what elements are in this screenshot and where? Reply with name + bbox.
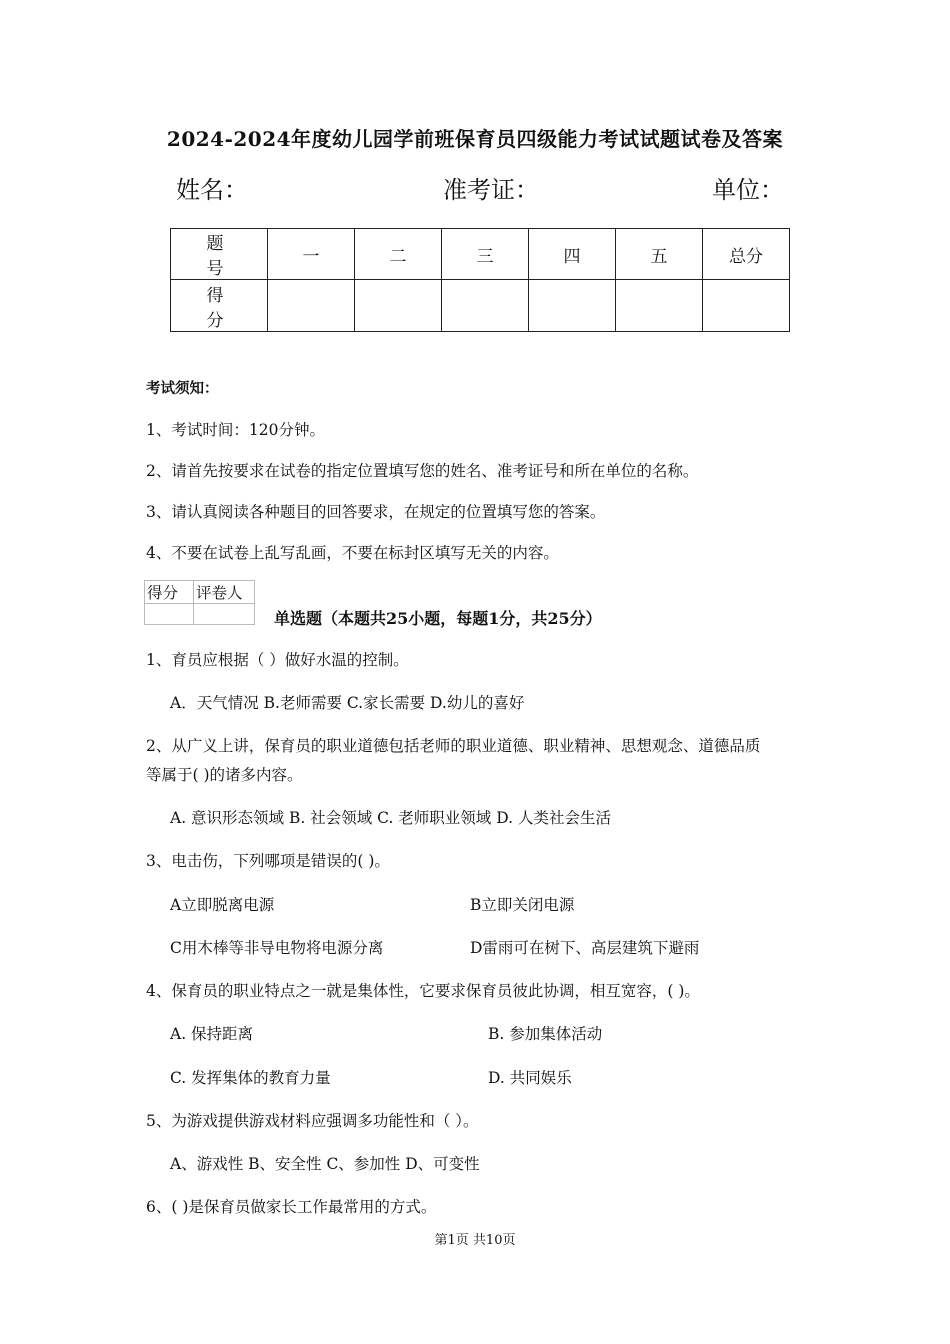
score-input-cell[interactable] (529, 280, 616, 332)
score-table-cell: 二 (355, 229, 442, 280)
question-4-option-a: A. 保持距离 (170, 1025, 254, 1043)
score-table-score-row (171, 280, 790, 332)
score-input-cell[interactable] (355, 280, 442, 332)
question-4: 4、保育员的职业特点之一就是集体性，它要求保育员彼此协调，相互宽容，( )。 (146, 982, 700, 1000)
page-footer: 第1页 共10页 (434, 1233, 516, 1248)
question-3: 3、电击伤，下列哪项是错误的( )。 (146, 852, 390, 870)
page-title: 2024-2024年度幼儿园学前班保育员四级能力考试试题试卷及答案 (166, 127, 784, 151)
notice-item: 1、考试时间：120分钟。 (146, 421, 325, 439)
question-1-options: A．天气情况 B.老师需要 C.家长需要 D.幼儿的喜好 (170, 694, 525, 712)
question-1: 1、育员应根据（ ）做好水温的控制。 (146, 651, 409, 669)
notice-item: 2、请首先按要求在试卷的指定位置填写您的姓名、准考证号和所在单位的名称。 (146, 462, 699, 480)
question-2-line2: 等属于( )的诸多内容。 (146, 766, 303, 784)
question-3-option-c: C用木棒等非导电物将电源分离 (170, 939, 384, 957)
notice-item: 3、请认真阅读各种题目的回答要求，在规定的位置填写您的答案。 (146, 503, 606, 521)
notice-heading: 考试须知： (146, 380, 219, 397)
grader-score-label: 得分 (145, 581, 194, 604)
score-input-cell[interactable] (703, 280, 790, 332)
score-table (170, 228, 790, 332)
question-4-option-b: B. 参加集体活动 (488, 1025, 603, 1043)
question-3-option-b: B立即关闭电源 (470, 896, 575, 914)
score-table-cell: 五 (616, 229, 703, 280)
question-3-option-a: A立即脱离电源 (170, 896, 275, 914)
score-input-cell[interactable] (268, 280, 355, 332)
name-field-label: 姓名： (176, 176, 248, 204)
score-input-cell[interactable] (616, 280, 703, 332)
question-6: 6、( )是保育员做家长工作最常用的方式。 (146, 1198, 437, 1216)
question-4-option-d: D. 共同娱乐 (488, 1069, 572, 1087)
grader-name-cell[interactable] (194, 604, 255, 625)
unit-field-label: 单位： (712, 176, 784, 204)
question-3-option-d: D雷雨可在树下、高层建筑下避雨 (470, 939, 700, 957)
grader-box (144, 580, 255, 625)
score-table-cell: 四 (529, 229, 616, 280)
exam-id-field-label: 准考证： (443, 176, 539, 204)
question-5-options: A、游戏性 B、安全性 C、参加性 D、可变性 (170, 1155, 480, 1173)
grader-score-cell[interactable] (145, 604, 194, 625)
score-table-cell: 题 号 (171, 229, 268, 280)
notice-item: 4、不要在试卷上乱写乱画，不要在标封区填写无关的内容。 (146, 544, 559, 562)
grader-name-label: 评卷人 (194, 581, 255, 604)
section-title: 单选题（本题共25小题，每题1分，共25分） (274, 609, 602, 628)
score-input-cell[interactable] (442, 280, 529, 332)
score-table-cell: 得 分 (171, 280, 268, 332)
question-5: 5、为游戏提供游戏材料应强调多功能性和（ ）。 (146, 1112, 479, 1130)
score-table-cell: 一 (268, 229, 355, 280)
score-table-header-row (171, 229, 790, 280)
question-2-line1: 2、从广义上讲，保育员的职业道德包括老师的职业道德、职业精神、思想观念、道德品质 (146, 737, 761, 755)
score-table-cell: 三 (442, 229, 529, 280)
question-2-options: A. 意识形态领域 B. 社会领域 C. 老师职业领域 D. 人类社会生活 (170, 809, 611, 827)
question-4-option-c: C. 发挥集体的教育力量 (170, 1069, 331, 1087)
score-table-cell: 总分 (703, 229, 790, 280)
